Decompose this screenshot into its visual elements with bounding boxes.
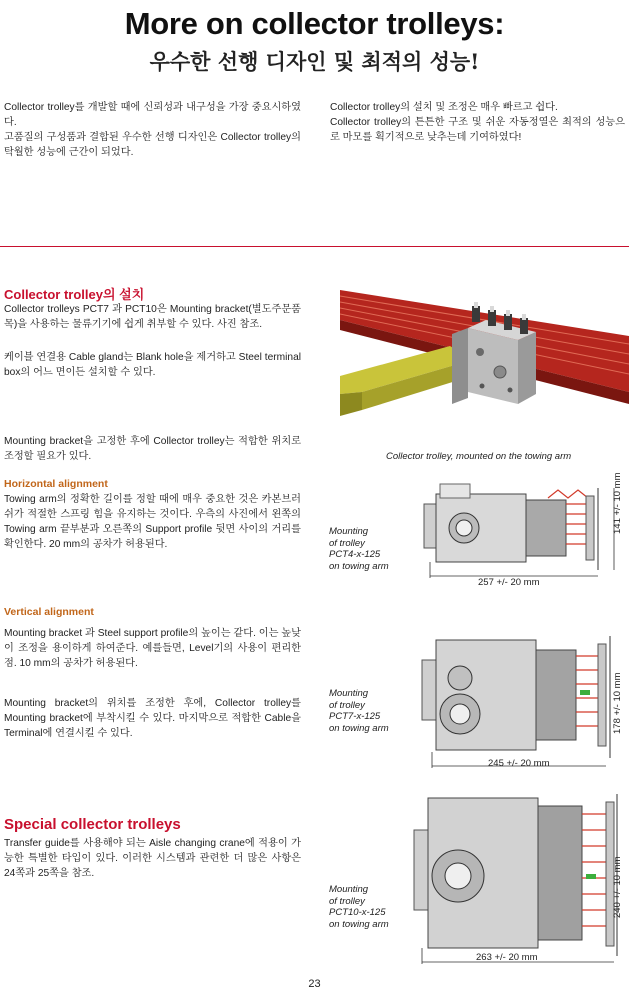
- vertical-p2: Mounting bracket의 위치를 조정한 후에, Collector trolley를 Mounting bracket에 부착시킬 수 있다. 마지막으로 적합한 Cable을 Terminal에 연결시킬 수 있다.: [4, 698, 301, 739]
- drawing-2-label: Mounting of trolley PCT7-x-125 on towing arm: [329, 688, 389, 734]
- installation-p3: Mounting bracket을 고정한 후에 Collector trolley는 적합한 위치로 조정할 필요가 있다.: [4, 436, 301, 462]
- vertical-heading: Vertical alignment: [4, 606, 94, 618]
- drawing-2-height-dim: 178 +/- 10 mm: [612, 672, 623, 734]
- page-subtitle: 우수한 선행 디자인 및 최적의 성능!: [149, 49, 480, 74]
- installation-p1: Collector trolleys PCT7 과 PCT10은 Mounting bracket(별도주문품목)을 사용하는 물류기기에 쉽게 취부할 수 있다. 사진 참조.: [4, 304, 301, 330]
- drawing-2: [420, 630, 629, 770]
- page-title: More on collector trolleys:: [124, 6, 505, 41]
- drawing-1-height-dim: 141 +/- 10 mm: [612, 472, 623, 534]
- intro-right-p1: Collector trolley의 설치 및 조정은 매우 빠르고 쉽다.: [330, 102, 558, 113]
- drawing-3-label: Mounting of trolley PCT10-x-125 on towing arm: [329, 884, 389, 930]
- installation-heading: Collector trolley의 설치: [4, 287, 145, 302]
- horizontal-text: Towing arm의 정확한 길이를 정할 때에 매우 중요한 것은 카본브러쉬가 적절한 스프링 힘을 유지하는 것이다. 우측의 사진에서 왼쪽의 Towing arm 끝부분과 오른쪽의 Support profile 뒷면 사이의 거리를 확인한다. 20 mm의 공차가 허용된다.: [4, 494, 301, 550]
- page-number: 23: [308, 978, 321, 990]
- special-heading: Special collector trolleys: [4, 816, 181, 833]
- intro-left-p1: Collector trolley를 개발할 때에 신뢰성과 내구성을 가장 중요시하였다.: [4, 102, 301, 128]
- drawing-3-width-dim: 263 +/- 20 mm: [476, 952, 538, 963]
- trolley-photo: [340, 276, 629, 444]
- intro-right-p2: Collector trolley의 튼튼한 구조 및 쉬운 자동정열은 최적의 성능으로 마모를 획기적으로 낮추는데 기여하였다!: [330, 117, 625, 143]
- vertical-p1: Mounting bracket 과 Steel support profile의 높이는 같다. 이는 높낮이 조정을 용이하게 하여준다. 예를들면, Level기의 사용이 편리한 점. 10 mm의 공차가 허용된다.: [4, 628, 301, 669]
- special-text: Transfer guide를 사용해야 되는 Aisle changing crane에 적용이 가능한 특별한 타입이 있다. 이러한 시스템과 관련한 더 많은 사항은 24쪽과 25쪽을 참조.: [4, 838, 301, 879]
- installation-p2: 케이블 연결용 Cable gland는 Blank hole을 제거하고 Steel terminal box의 어느 면이든 설치할 수 있다.: [4, 352, 301, 378]
- intro-left: [4, 100, 301, 160]
- drawing-1-width-dim: 257 +/- 20 mm: [478, 577, 540, 588]
- intro-left-p2: 고품질의 구성품과 결합된 우수한 선행 디자인은 Collector trolley의 탁월한 성능에 근간이 되었다.: [4, 132, 301, 158]
- intro-right: [330, 100, 625, 145]
- drawing-2-width-dim: 245 +/- 20 mm: [488, 758, 550, 769]
- drawing-3: [410, 786, 629, 966]
- drawing-1-label: Mounting of trolley PCT4-x-125 on towing arm: [329, 526, 389, 572]
- photo-caption: Collector trolley, mounted on the towing arm: [386, 451, 572, 462]
- horizontal-heading: Horizontal alignment: [4, 478, 108, 490]
- drawing-1: [420, 478, 629, 590]
- section-divider: [0, 246, 629, 247]
- drawing-3-height-dim: 240 +/- 10 mm: [612, 856, 623, 918]
